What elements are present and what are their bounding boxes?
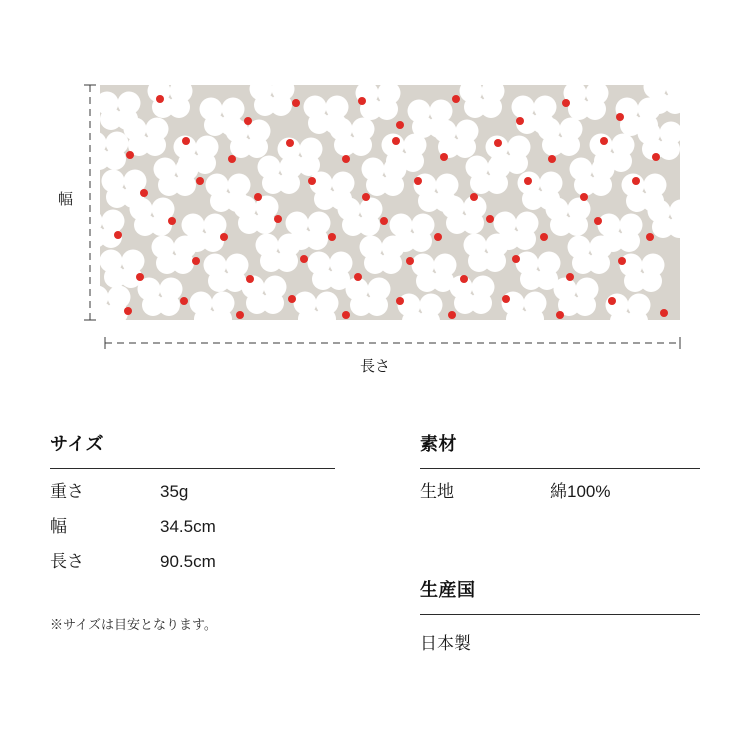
table-row <box>420 475 700 510</box>
size-width-value: 34.5cm <box>160 516 216 536</box>
size-width-key: 幅 <box>50 516 67 536</box>
size-weight-key: 重さ <box>50 482 84 501</box>
size-section <box>50 430 335 633</box>
size-weight-value: 35g <box>160 482 189 501</box>
size-length-key: 長さ <box>50 551 84 571</box>
table-row <box>50 545 335 580</box>
width-dimension-label: 幅 <box>58 191 74 208</box>
length-dimension-label: 長さ <box>359 358 390 375</box>
material-section <box>420 430 700 510</box>
table-row <box>50 510 335 545</box>
material-section-divider <box>420 468 700 469</box>
size-section-divider <box>50 468 335 469</box>
material-origin-column <box>420 430 700 654</box>
size-length-value: 90.5cm <box>160 551 216 571</box>
specification-tables <box>0 400 750 750</box>
size-section-title: サイズ <box>50 434 105 454</box>
origin-section-title: 生産国 <box>420 579 476 600</box>
origin-value: 日本製 <box>420 633 471 653</box>
material-section-title: 素材 <box>420 434 457 454</box>
size-note: ※サイズは目安となります。 <box>50 616 217 632</box>
material-fabric-key: 生地 <box>420 482 454 501</box>
origin-section-divider <box>420 614 700 615</box>
origin-section <box>420 576 700 654</box>
material-fabric-value: 綿100% <box>550 482 611 501</box>
table-row <box>50 475 335 510</box>
